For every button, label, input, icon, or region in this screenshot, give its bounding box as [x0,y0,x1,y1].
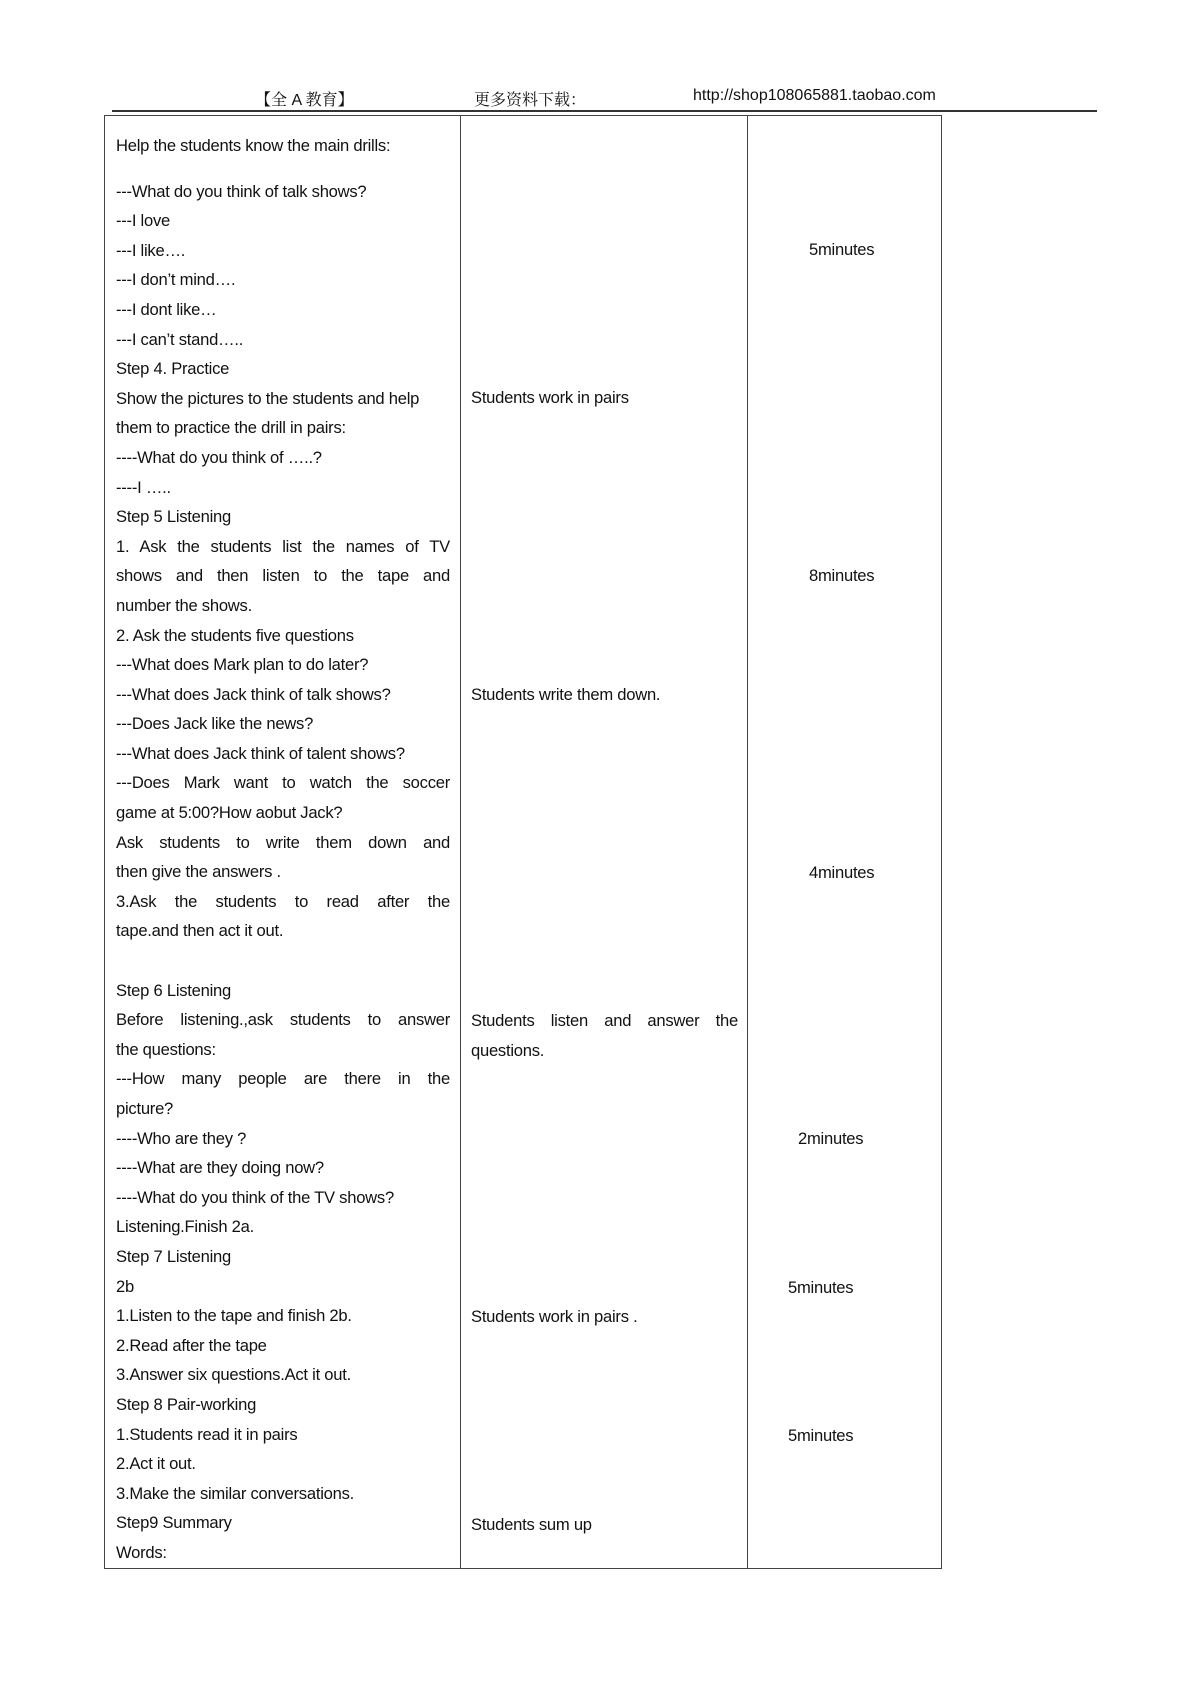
procedure-line: 1.Listen to the tape and finish 2b. [116,1306,352,1326]
procedure-line: ---I can’t stand….. [116,329,244,349]
procedure-line: Show the pictures to the students and help [116,388,420,408]
procedure-line: then give the answers . [116,862,281,882]
procedure-line: 2.Read after the tape [116,1335,267,1355]
procedure-line: Step 7 Listening [116,1246,232,1266]
column-divider [460,115,461,1569]
student-activity: Students write them down. [471,685,661,704]
time-allotted: 8minutes [809,566,875,585]
procedure-line: ----What do you think of …..? [116,447,322,467]
procedure-line: ---What does Jack think of talk shows? [116,684,391,704]
procedure-line: ----I ….. [116,477,171,497]
column-divider [747,115,748,1569]
procedure-line: picture? [116,1099,174,1118]
procedure-line: 1. Ask the students list the names of TV [116,536,450,556]
procedure-line: Step9 Summary [116,1513,232,1533]
procedure-line: Help the students know the main drills: [116,136,391,155]
procedure-line: ---What does Jack think of talent shows? [116,743,405,763]
procedure-line: ---Does Jack like the news? [116,714,314,734]
procedure-line: ---Does Mark want to watch the soccer [116,773,450,793]
procedure-line: tape.and then act it out. [116,921,284,941]
procedure-line: Step 8 Pair-working [116,1394,257,1414]
student-activity: Students work in pairs [471,388,629,407]
procedure-line: Step 6 Listening [116,980,232,1000]
procedure-line: them to practice the drill in pairs: [116,418,346,438]
procedure-line: ---How many people are there in the [116,1069,450,1089]
time-allotted: 2minutes [798,1129,864,1148]
procedure-line: Before listening.,ask students to answer [116,1010,450,1030]
time-allotted: 5minutes [788,1278,854,1297]
procedure-line: ----What do you think of the TV shows? [116,1187,394,1207]
procedure-line: ---I don’t mind…. [116,270,236,290]
procedure-line: number the shows. [116,595,252,615]
procedure-line: Ask students to write them down and [116,832,450,852]
procedure-line: 2b [116,1276,134,1296]
header-rule [112,110,1097,112]
procedure-line: ---I love [116,211,170,231]
procedure-line: 3.Ask the students to read after the [116,891,450,911]
procedure-line: Step 4. Practice [116,359,230,379]
time-allotted: 4minutes [809,863,875,882]
procedure-line: the questions: [116,1039,216,1059]
procedure-line: ---What do you think of talk shows? [116,181,367,201]
procedure-line [116,946,450,976]
procedure-line: ---I like…. [116,240,186,260]
procedure-line: 1.Students read it in pairs [116,1424,298,1444]
time-allotted: 5minutes [809,240,875,259]
procedure-line: shows and then listen to the tape and [116,566,450,586]
time-allotted: 5minutes [788,1426,854,1445]
header-download-label: 更多资料下载： [474,92,587,109]
procedure-line: ----Who are they ? [116,1128,247,1148]
student-activity: Students listen and answer the [471,1011,738,1030]
procedure-line: ----What are they doing now? [116,1158,324,1178]
procedure-line: ---I dont like… [116,299,217,319]
student-activity: Students work in pairs . [471,1307,638,1326]
procedure-line: game at 5:00?How aobut Jack? [116,803,343,823]
procedure-line: 2. Ask the students five questions [116,625,354,645]
procedure-line: 3.Make the similar conversations. [116,1483,354,1503]
student-activity: Students sum up [471,1515,592,1534]
student-activity: questions. [471,1041,545,1060]
header-url-link[interactable]: http://shop108065881.taobao.com [693,87,936,104]
procedure-line: 3.Answer six questions.Act it out. [116,1365,351,1385]
procedure-line: Step 5 Listening [116,507,232,527]
header-brand: 【全 A 教育】 [255,92,354,109]
procedure-line: ---What does Mark plan to do later? [116,655,369,675]
procedure-line: Words: [116,1542,167,1562]
procedure-line: Listening.Finish 2a. [116,1217,254,1237]
procedure-line: 2.Act it out. [116,1454,196,1474]
teacher-activity-column [116,131,450,1568]
